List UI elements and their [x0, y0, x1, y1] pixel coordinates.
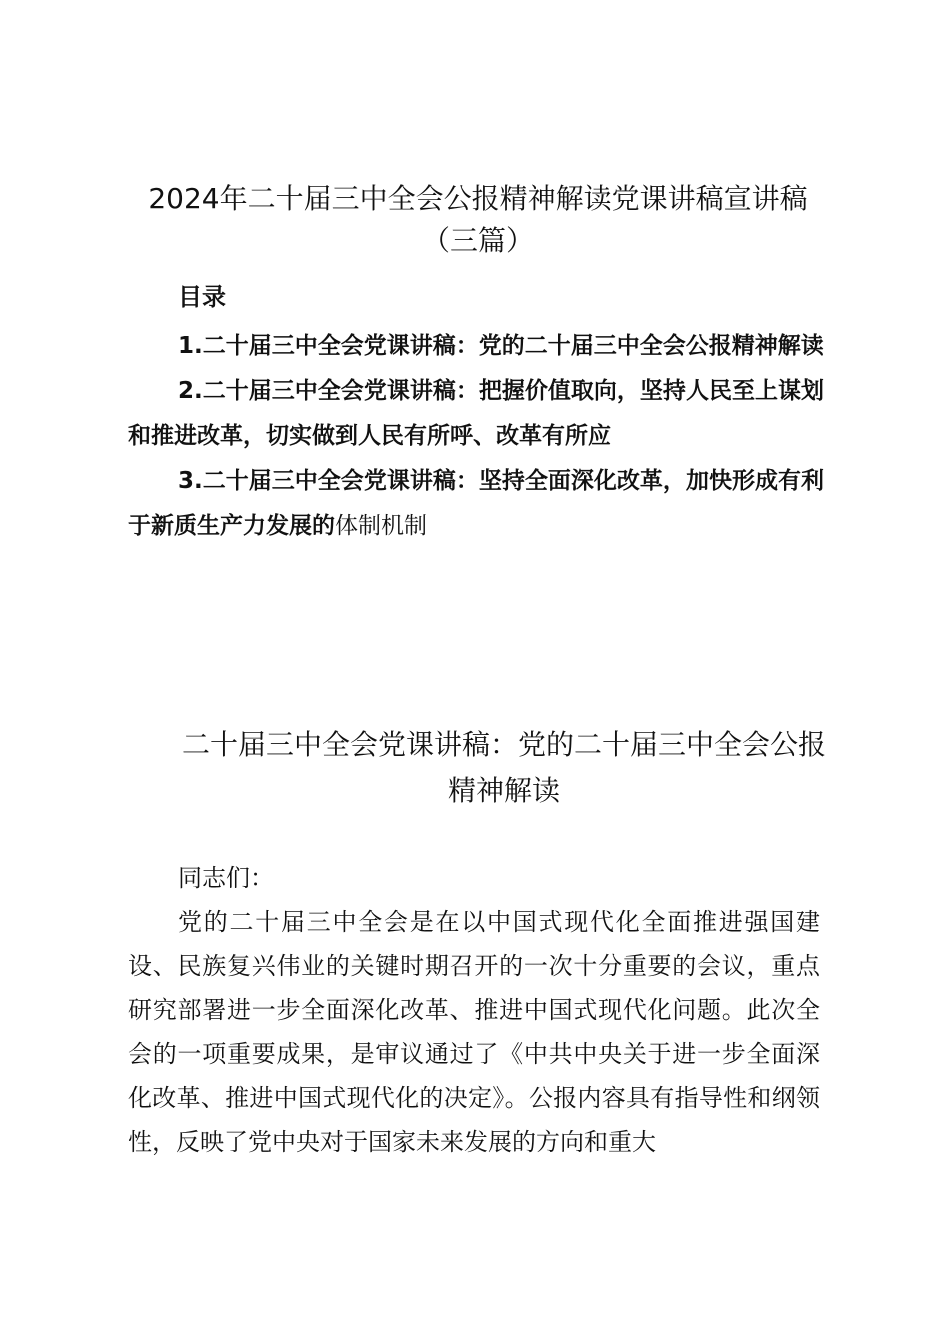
- toc-item-2[interactable]: [128, 369, 824, 459]
- toc-item-1[interactable]: [128, 324, 824, 369]
- salutation: 同志们：: [178, 864, 274, 892]
- toc-heading: 目录: [178, 283, 226, 311]
- body-paragraph: 党的二十届三中全会是在以中国式现代化全面推进强国建设、民族复兴伟业的关键时期召开的一次十分重要的会议，重点研究部署进一步全面深化改革、推进中国式现代化问题。此次全会的一项重要成果，是审议通过了《中共中央关于进一步全面深化改革、推进中国式现代化的决定》。公报内容具有指导性和纲领性，反映了党中央对于国家未来发展的方向和重大: [128, 908, 820, 1156]
- toc-item-label: 2.二十届三中全会党课讲稿：把握价值取向，坚持人民至上谋划和推进改革，切实做到人民有所呼、改革有所应: [128, 378, 824, 449]
- toc-item-tail: 体制机制: [335, 513, 427, 539]
- section-title: 二十届三中全会党课讲稿：党的二十届三中全会公报精神解读: [181, 728, 826, 807]
- toc-item-label: 1.二十届三中全会党课讲稿：党的二十届三中全会公报精神解读: [178, 333, 824, 359]
- toc-item-3[interactable]: [128, 459, 824, 549]
- document-title: 2024年二十届三中全会公报精神解读党课讲稿宣讲稿（三篇）: [148, 182, 808, 257]
- table-of-contents: [128, 324, 824, 549]
- toc-item-label: 3.二十届三中全会党课讲稿：坚持全面深化改革，加快形成有利于新质生产力发展的: [128, 468, 824, 539]
